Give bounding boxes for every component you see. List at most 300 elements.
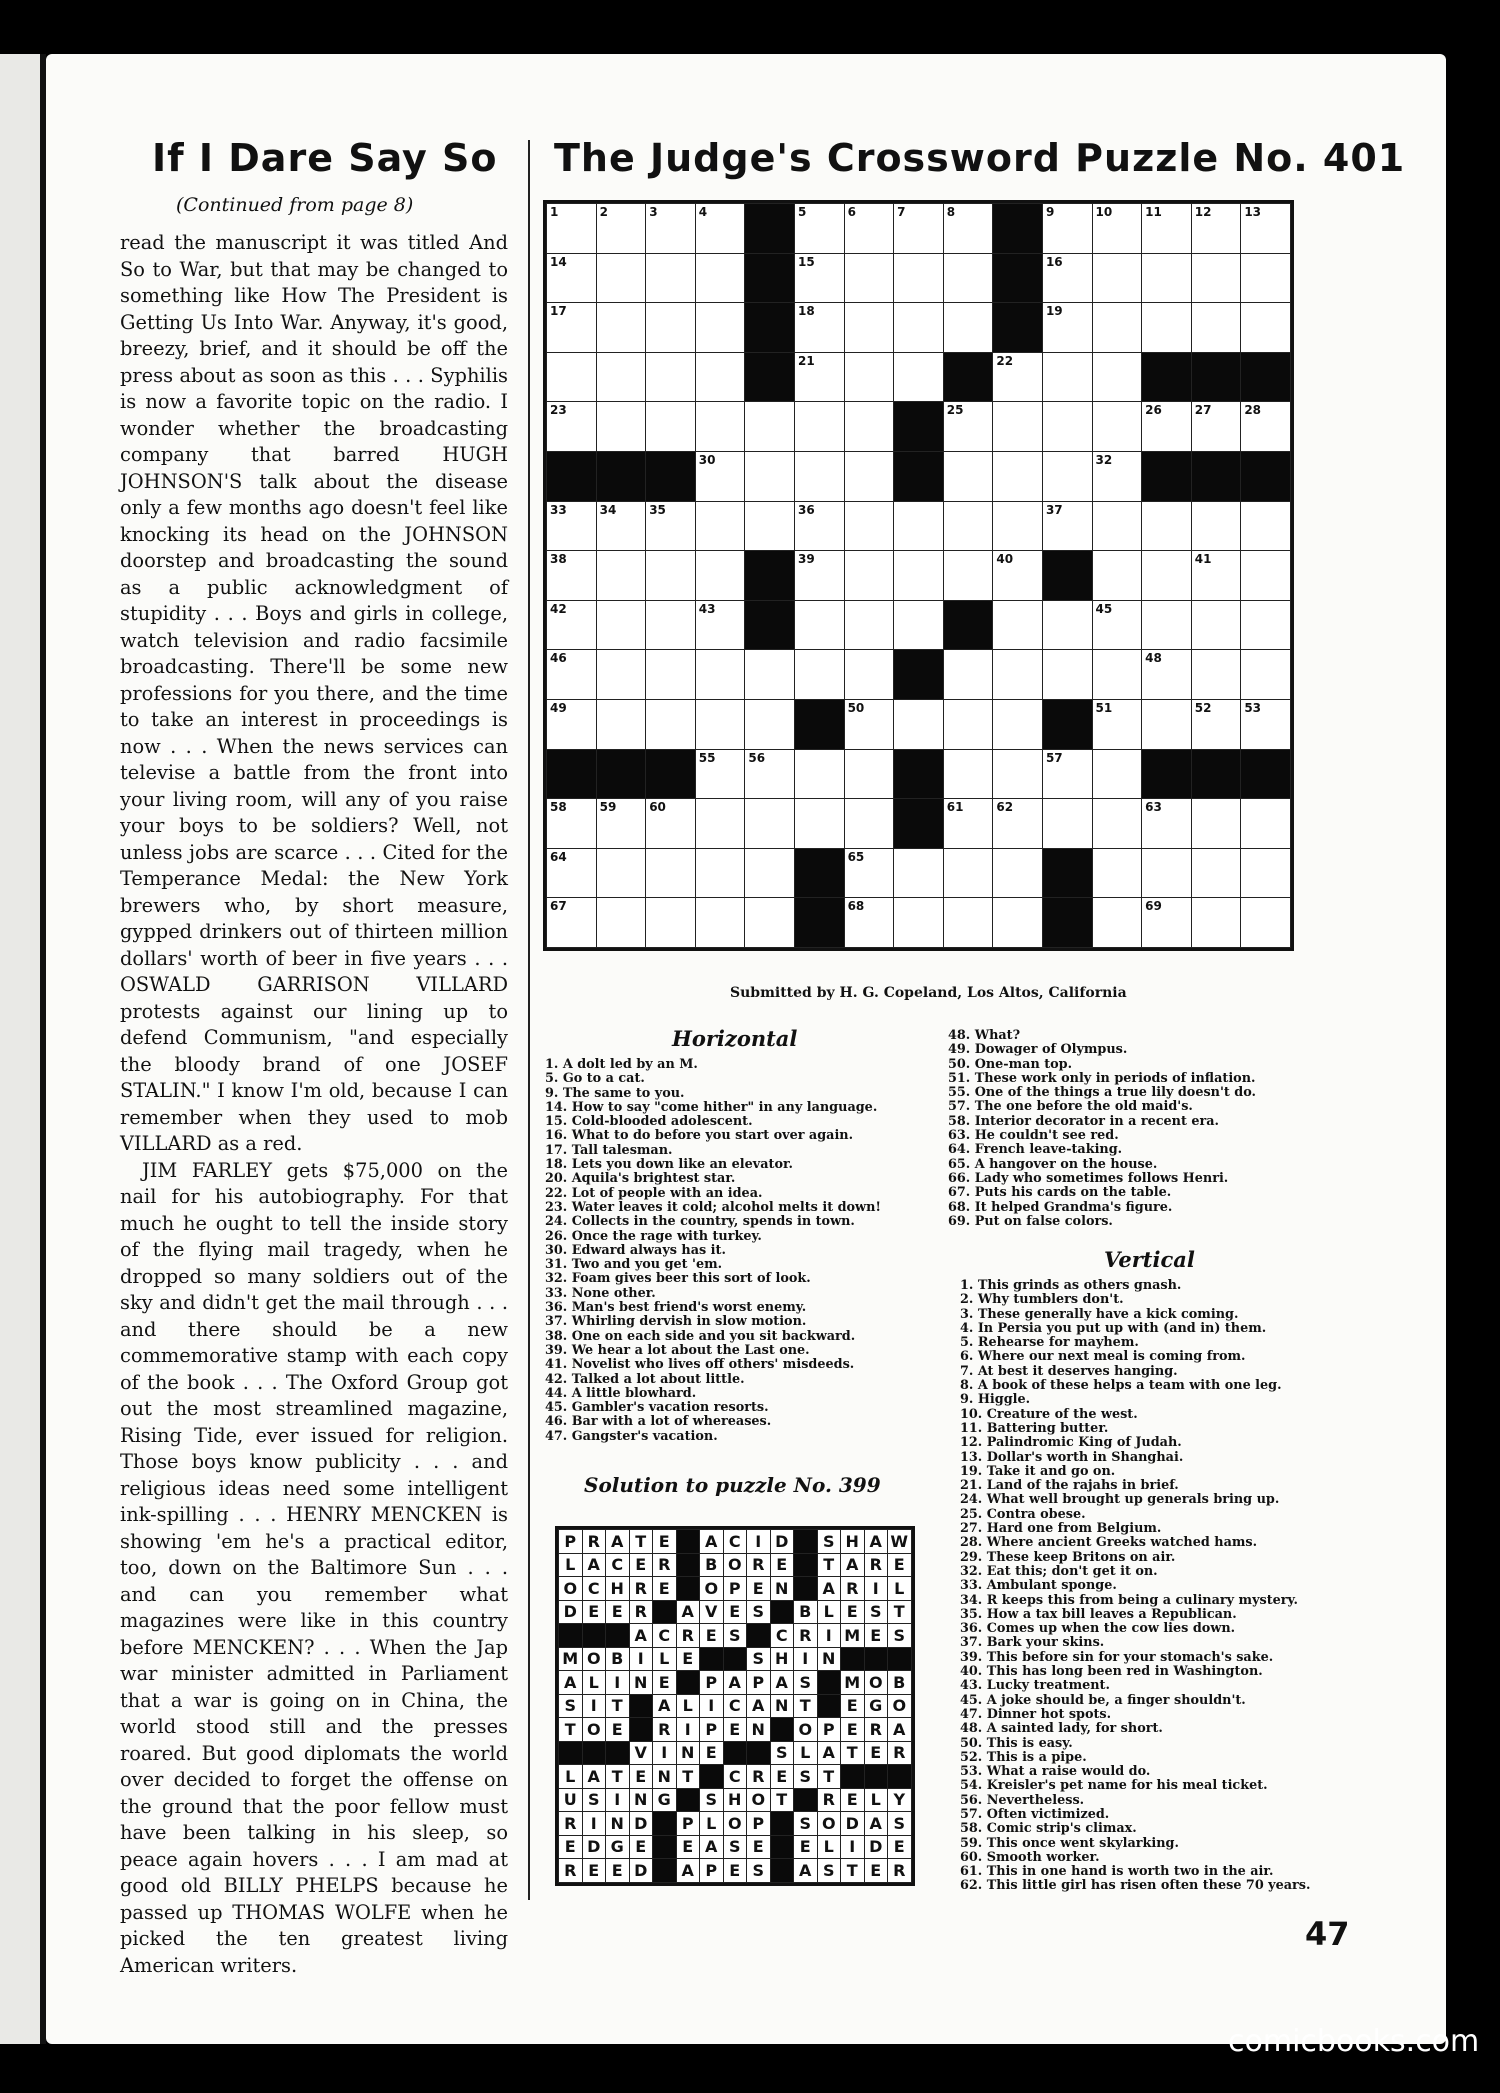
solution-letter: D	[629, 1859, 653, 1883]
grid-cell	[794, 402, 844, 452]
clue: 42. Talked a lot about little.	[545, 1371, 745, 1387]
solution-letter: O	[794, 1718, 818, 1742]
clue: 69. Put on false colors.	[948, 1213, 1113, 1229]
grid-cell	[1142, 799, 1192, 849]
grid-cell	[1042, 402, 1092, 452]
clue-number: 63	[1145, 800, 1162, 815]
solution-letter: O	[864, 1671, 888, 1695]
solution-letter: R	[629, 1600, 653, 1624]
clue-number: 37	[1045, 502, 1063, 517]
grid-cell	[745, 650, 795, 700]
solution-letter: I	[676, 1718, 700, 1742]
horizontal-heading: Horizontal	[672, 1026, 798, 1051]
solution-letter: R	[559, 1812, 583, 1836]
clue: 59. This once went skylarking.	[960, 1835, 1179, 1851]
clue: 61. This in one hand is worth two in the air.	[960, 1864, 1274, 1880]
clue-number: 50	[847, 700, 865, 715]
clue-number: 21	[797, 353, 815, 368]
grid-cell	[844, 303, 894, 353]
grid-cell	[745, 848, 795, 898]
solution-letter: O	[817, 1812, 841, 1836]
solution-letter: E	[723, 1600, 747, 1624]
grid-cell	[844, 204, 894, 254]
grid-cell	[596, 898, 646, 948]
solution-letter: C	[723, 1694, 747, 1718]
grid-cell	[695, 551, 745, 601]
page-number: 47	[1305, 1915, 1350, 1953]
black-square	[1042, 551, 1092, 601]
grid-cell	[894, 600, 944, 650]
grid-cell	[596, 799, 646, 849]
solution-letter: E	[747, 1835, 771, 1859]
grid-cell	[844, 402, 894, 452]
grid-cell	[646, 799, 696, 849]
black-square	[894, 650, 944, 700]
black-square	[596, 749, 646, 799]
clue-number: 35	[649, 502, 666, 517]
grid-cell	[646, 501, 696, 551]
clue-number: 40	[996, 552, 1014, 567]
solution-black-square	[700, 1765, 724, 1789]
solution-letter: R	[559, 1859, 583, 1883]
grid-cell	[894, 253, 944, 303]
solution-letter: R	[653, 1718, 677, 1742]
solution-letter: D	[864, 1835, 888, 1859]
grid-cell	[1142, 402, 1192, 452]
article-body	[120, 230, 508, 1979]
clue: 20. Aquila's brightest star.	[545, 1171, 736, 1187]
black-square	[794, 848, 844, 898]
vertical-clues	[960, 1279, 1310, 1894]
grid-cell	[745, 501, 795, 551]
clue: 11. Battering butter.	[960, 1420, 1109, 1436]
clue: 49. Dowager of Olympus.	[948, 1042, 1128, 1058]
solution-letter: E	[700, 1741, 724, 1765]
solution-letter: R	[629, 1577, 653, 1601]
grid-cell	[943, 303, 993, 353]
black-square	[1042, 699, 1092, 749]
clue-number: 36	[797, 502, 815, 517]
clue: 27. Hard one from Belgium.	[960, 1521, 1162, 1537]
grid-cell	[1191, 898, 1241, 948]
black-square	[1241, 352, 1291, 402]
solution-letter: S	[582, 1788, 606, 1812]
solution-black-square	[770, 1835, 794, 1859]
grid-cell	[1191, 402, 1241, 452]
solution-black-square	[653, 1859, 677, 1883]
solution-letter: A	[582, 1553, 606, 1577]
black-square	[1042, 898, 1092, 948]
grid-cell	[943, 451, 993, 501]
solution-letter: L	[794, 1741, 818, 1765]
clue: 40. This has long been red in Washington.	[960, 1664, 1263, 1680]
clue: 33. Ambulant sponge.	[960, 1578, 1117, 1594]
clue-number: 39	[797, 552, 815, 567]
grid-cell	[1042, 650, 1092, 700]
grid-cell	[1142, 501, 1192, 551]
clue-number: 22	[996, 353, 1014, 368]
clue: 8. A book of these helps a team with one leg.	[960, 1378, 1282, 1394]
solution-letter: A	[864, 1812, 888, 1836]
clue: 47. Gangster's vacation.	[545, 1428, 718, 1444]
solution-black-square	[700, 1647, 724, 1671]
solution-letter: E	[653, 1530, 677, 1554]
solution-letter: B	[606, 1647, 630, 1671]
clue: 50. This is easy.	[960, 1735, 1073, 1751]
grid-cell	[943, 749, 993, 799]
clue: 18. Lets you down like an elevator.	[545, 1157, 793, 1173]
grid-cell	[745, 402, 795, 452]
clue-number: 57	[1045, 750, 1063, 765]
grid-cell	[646, 699, 696, 749]
clue-number: 55	[698, 750, 716, 765]
solution-letter: E	[770, 1765, 794, 1789]
clue-number: 43	[698, 601, 716, 616]
clue: 15. Cold-blooded adolescent.	[545, 1114, 753, 1130]
grid-cell	[1241, 699, 1291, 749]
clue: 9. The same to you.	[545, 1085, 685, 1101]
clue-number: 6	[847, 205, 856, 219]
solution-title: Solution to puzzle No. 399	[584, 1473, 881, 1497]
clue: 33. None other.	[545, 1285, 656, 1301]
grid-cell	[695, 898, 745, 948]
clue-number: 38	[550, 552, 567, 567]
grid-cell	[695, 650, 745, 700]
clue-number: 33	[550, 502, 567, 517]
grid-cell	[1092, 501, 1142, 551]
grid-cell	[1191, 848, 1241, 898]
solution-black-square	[606, 1741, 630, 1765]
solution-letter: S	[888, 1624, 912, 1648]
solution-letter: C	[770, 1624, 794, 1648]
solution-letter: A	[700, 1530, 724, 1554]
solution-letter: M	[841, 1624, 865, 1648]
solution-letter: T	[770, 1788, 794, 1812]
solution-letter: D	[841, 1812, 865, 1836]
solution-letter: O	[888, 1694, 912, 1718]
solution-letter: E	[676, 1647, 700, 1671]
grid-cell	[646, 898, 696, 948]
solution-black-square	[794, 1577, 818, 1601]
solution-letter: T	[841, 1859, 865, 1883]
solution-letter: H	[841, 1530, 865, 1554]
clue-number: 58	[550, 800, 567, 815]
grid-cell	[794, 451, 844, 501]
grid-cell	[547, 848, 597, 898]
clue-number: 14	[550, 254, 567, 269]
grid-cell	[1092, 898, 1142, 948]
solution-letter: E	[841, 1600, 865, 1624]
clue-number: 45	[1095, 601, 1113, 616]
black-square	[943, 600, 993, 650]
grid-cell	[844, 749, 894, 799]
clue-number: 26	[1145, 403, 1162, 418]
article-paragraph: JIM FARLEY gets $75,000 on the nail for his autobiography. For that much he ought to tell the inside story of the flying mail tragedy, when he dropped so many soldiers out of the sky and didn't get the mail through . . . and there should be a new commemorative stamp with each copy of the book . . . The Oxford Group got out the most streamlined magazine, Rising Tide, ever issued for religion. Those boys know publicity . . . and religious ideas need some intelligent ink-spilling . . . HENRY MENCKEN is showing 'em he's a practical editor, too, down on the Baltimore Sun . . . and can you remember what magazines were like in this country before MENCKEN? . . . When the Jap war minister admitted in Parliament that a war is going on in China, the world stood still and the presses roared. But good diplomats the world over decided to forget the offense on the ground that the poor fellow must have been talking in his sleep, so peace again hovers . . . I am mad at good old BILLY PHELPS because he passed up THOMAS WOLFE when he picked the ten greatest living American writers.	[120, 1158, 508, 1977]
grid-cell	[844, 848, 894, 898]
clue-number: 52	[1194, 700, 1212, 715]
solution-letter: H	[770, 1647, 794, 1671]
grid-cell	[1191, 600, 1241, 650]
clue: 10. Creature of the west.	[960, 1406, 1138, 1422]
solution-letter: A	[606, 1530, 630, 1554]
grid-cell	[1142, 898, 1192, 948]
solution-letter: C	[723, 1530, 747, 1554]
grid-cell	[844, 451, 894, 501]
grid-cell	[794, 799, 844, 849]
solution-letter: R	[794, 1624, 818, 1648]
solution-letter: E	[606, 1600, 630, 1624]
clue: 31. Two and you get 'em.	[545, 1257, 723, 1273]
clue-number: 28	[1244, 403, 1262, 418]
clue-number: 41	[1194, 552, 1212, 567]
grid-cell	[745, 749, 795, 799]
grid-cell	[1241, 253, 1291, 303]
puzzle-title: The Judge's Crossword Puzzle No. 401	[554, 136, 1406, 180]
solution-black-square	[770, 1812, 794, 1836]
black-square	[646, 451, 696, 501]
clue-number: 4	[698, 205, 708, 219]
solution-letter: E	[841, 1694, 865, 1718]
clue-number: 62	[996, 800, 1014, 815]
grid-cell	[1241, 848, 1291, 898]
solution-letter: I	[700, 1694, 724, 1718]
horizontal-clues	[545, 1058, 881, 1444]
clue: 39. This before sin for your stomach's sake.	[960, 1649, 1274, 1665]
grid-cell	[943, 551, 993, 601]
solution-black-square	[747, 1741, 771, 1765]
solution-letter: I	[653, 1741, 677, 1765]
clue: 1. A dolt led by an M.	[545, 1057, 698, 1072]
solution-letter: E	[888, 1835, 912, 1859]
solution-letter: A	[864, 1530, 888, 1554]
solution-black-square	[770, 1600, 794, 1624]
grid-cell	[1092, 699, 1142, 749]
clue: 57. Often victimized.	[960, 1806, 1110, 1822]
solution-letter: R	[864, 1553, 888, 1577]
grid-cell	[1042, 600, 1092, 650]
clue: 24. What well brought up generals bring up.	[960, 1492, 1280, 1508]
solution-letter: L	[864, 1788, 888, 1812]
solution-letter: R	[841, 1577, 865, 1601]
black-square	[894, 451, 944, 501]
clue-number: 2	[599, 205, 608, 219]
clue: 35. How a tax bill leaves a Republican.	[960, 1606, 1237, 1622]
solution-black-square	[770, 1718, 794, 1742]
grid-cell	[646, 402, 696, 452]
vertical-heading: Vertical	[1104, 1247, 1195, 1272]
solution-letter: E	[676, 1835, 700, 1859]
grid-cell	[1142, 699, 1192, 749]
solution-letter: E	[629, 1553, 653, 1577]
grid-cell	[596, 650, 646, 700]
grid-cell	[943, 501, 993, 551]
grid-cell	[547, 551, 597, 601]
black-square	[1241, 451, 1291, 501]
clue-number: 51	[1095, 700, 1113, 715]
clue-number: 30	[698, 452, 716, 467]
grid-cell	[844, 352, 894, 402]
solution-letter: S	[700, 1788, 724, 1812]
solution-letter: A	[676, 1600, 700, 1624]
grid-cell	[1142, 204, 1192, 254]
solution-letter: R	[888, 1859, 912, 1883]
solution-black-square	[817, 1671, 841, 1695]
solution-letter: S	[794, 1812, 818, 1836]
solution-letter: I	[747, 1530, 771, 1554]
solution-letter: E	[841, 1718, 865, 1742]
clue-number: 27	[1194, 403, 1212, 418]
black-square	[993, 253, 1043, 303]
solution-black-square	[629, 1694, 653, 1718]
grid-cell	[794, 551, 844, 601]
grid-cell	[1191, 204, 1241, 254]
grid-cell	[646, 253, 696, 303]
clue: 30. Edward always has it.	[545, 1242, 726, 1258]
grid-cell	[1191, 551, 1241, 601]
solution-letter: R	[582, 1530, 606, 1554]
clue: 58. Interior decorator in a recent era.	[948, 1113, 1219, 1129]
grid-cell	[1042, 451, 1092, 501]
solution-letter: E	[606, 1859, 630, 1883]
clue: 5. Rehearse for mayhem.	[960, 1335, 1139, 1351]
solution-letter: V	[629, 1741, 653, 1765]
solution-letter: A	[582, 1765, 606, 1789]
solution-black-square	[606, 1624, 630, 1648]
solution-letter: L	[817, 1835, 841, 1859]
solution-letter: T	[888, 1600, 912, 1624]
clue: 45. Gambler's vacation resorts.	[545, 1400, 769, 1416]
grid-cell	[646, 204, 696, 254]
black-square	[1191, 352, 1241, 402]
grid-cell	[943, 799, 993, 849]
solution-letter: A	[676, 1859, 700, 1883]
clue: 24. Collects in the country, spends in town.	[545, 1214, 855, 1230]
solution-letter: A	[770, 1671, 794, 1695]
black-square	[993, 303, 1043, 353]
solution-letter: N	[676, 1741, 700, 1765]
solution-letter: O	[582, 1718, 606, 1742]
grid-cell	[794, 303, 844, 353]
grid-cell	[646, 848, 696, 898]
solution-letter: A	[629, 1624, 653, 1648]
solution-letter: I	[817, 1624, 841, 1648]
solution-letter: M	[841, 1671, 865, 1695]
grid-cell	[547, 253, 597, 303]
black-square	[646, 749, 696, 799]
clue-number: 53	[1244, 700, 1262, 715]
clue: 32. Foam gives beer this sort of look.	[545, 1271, 811, 1287]
solution-letter: S	[747, 1859, 771, 1883]
clue-number: 15	[797, 254, 815, 269]
solution-letter: A	[794, 1859, 818, 1883]
clue: 54. Kreisler's pet name for his meal ticket.	[960, 1778, 1268, 1794]
solution-black-square	[723, 1741, 747, 1765]
solution-letter: I	[606, 1671, 630, 1695]
solution-letter: B	[700, 1553, 724, 1577]
solution-black-square	[841, 1765, 865, 1789]
clue-number: 13	[1244, 205, 1262, 219]
black-square	[745, 253, 795, 303]
solution-letter: S	[817, 1859, 841, 1883]
clue: 63. He couldn't see red.	[948, 1128, 1119, 1144]
clue: 22. Lot of people with an idea.	[545, 1185, 763, 1201]
clue-number: 64	[550, 849, 567, 864]
solution-letter: N	[629, 1671, 653, 1695]
black-square	[1142, 451, 1192, 501]
clue-number: 16	[1045, 254, 1063, 269]
solution-letter: T	[841, 1741, 865, 1765]
solution-letter: N	[770, 1694, 794, 1718]
solution-letter: R	[888, 1741, 912, 1765]
clue-number: 25	[946, 403, 964, 418]
solution-letter: T	[629, 1530, 653, 1554]
solution-letter: A	[723, 1671, 747, 1695]
grid-cell	[894, 898, 944, 948]
solution-letter: E	[864, 1741, 888, 1765]
grid-cell	[596, 848, 646, 898]
solution-black-square	[817, 1694, 841, 1718]
solution-letter: E	[723, 1718, 747, 1742]
clue-number: 61	[946, 800, 964, 815]
solution-letter: S	[559, 1694, 583, 1718]
clue: 25. Contra obese.	[960, 1506, 1086, 1522]
solution-letter: I	[841, 1835, 865, 1859]
grid-cell	[894, 352, 944, 402]
clue: 36. Comes up when the cow lies down.	[960, 1621, 1236, 1637]
clue: 26. Once the rage with turkey.	[545, 1228, 762, 1244]
solution-grid	[555, 1526, 915, 1886]
solution-letter: E	[888, 1553, 912, 1577]
grid-cell	[695, 303, 745, 353]
solution-letter: U	[559, 1788, 583, 1812]
solution-letter: W	[888, 1530, 912, 1554]
grid-cell	[1042, 303, 1092, 353]
grid-cell	[1042, 749, 1092, 799]
grid-cell	[1142, 848, 1192, 898]
clue: 6. Where our next meal is coming from.	[960, 1349, 1246, 1365]
grid-cell	[1042, 352, 1092, 402]
solution-letter: S	[747, 1600, 771, 1624]
solution-letter: L	[653, 1647, 677, 1671]
solution-black-square	[864, 1647, 888, 1671]
article-paragraph: read the manuscript it was titled And So to War, but that may be changed to something like How The President is Getting Us Into War. Anyway, it's good, breezy, brief, and it should be off the press about as soon as this . . . Syphilis is now a favorite topic on the radio. I wonder whether the broadcasting company that barred HUGH JOHNSON'S talk about the disease only a few months ago doesn't feel like knocking its head on the JOHNSON doorstep and broadcasting the sound as a public acknowledgment of stupidity . . . Boys and girls in college, watch television and radio facsimile broadcasting. There'll be some new professions for you there, and the time to take an interest in proceedings is now . . . When the news services can televise a battle from the front into your living room, will any of you raise your boys to be soldiers? Well, not unless jobs are scarce . . . Cited for the Temperance Medal: the New York brewers who, by short measure, gypped drinkers out of thirteen million dollars' worth of beer in five years . . . OSWALD GARRISON VILLARD protests against our lining up to defend Communism, "and especially the bloody brand of one JOSEF STALIN." I know I'm old, because I can remember when they used to mob VILLARD as a red.	[120, 231, 508, 1155]
grid-cell	[596, 501, 646, 551]
solution-black-square	[582, 1741, 606, 1765]
grid-cell	[844, 551, 894, 601]
grid-cell	[993, 848, 1043, 898]
clue: 14. How to say "come hither" in any language.	[545, 1099, 878, 1115]
solution-letter: Y	[888, 1788, 912, 1812]
clue: 41. Novelist who lives off others' misdeeds.	[545, 1357, 855, 1373]
puzzle-credit: Submitted by H. G. Copeland, Los Altos, California	[730, 985, 1127, 1001]
solution-black-square	[888, 1765, 912, 1789]
grid-cell	[844, 799, 894, 849]
clue: 37. Whirling dervish in slow motion.	[545, 1314, 807, 1330]
black-square	[547, 451, 597, 501]
grid-cell	[1092, 303, 1142, 353]
grid-cell	[894, 551, 944, 601]
black-square	[1142, 352, 1192, 402]
clue-number: 17	[550, 304, 567, 319]
grid-cell	[894, 303, 944, 353]
solution-letter: S	[770, 1741, 794, 1765]
solution-letter: L	[676, 1694, 700, 1718]
grid-cell	[547, 799, 597, 849]
page-spine	[0, 54, 40, 2044]
grid-cell	[993, 699, 1043, 749]
column-title: If I Dare Say So	[152, 136, 498, 180]
solution-letter: P	[559, 1530, 583, 1554]
